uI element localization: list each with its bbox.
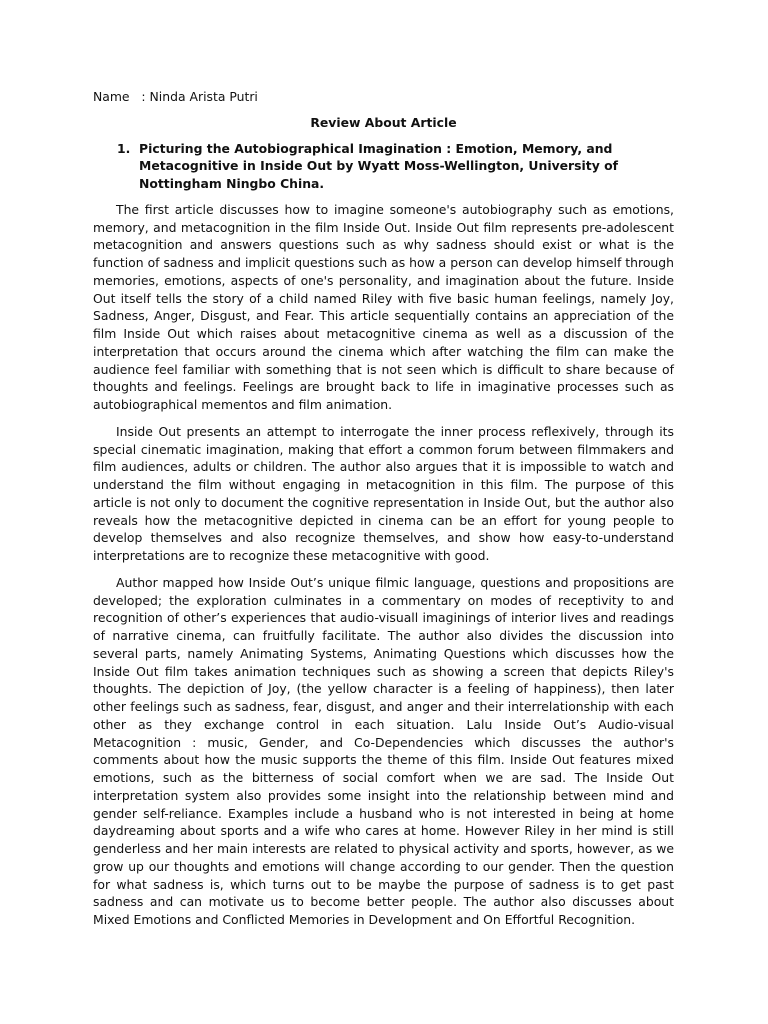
paragraph-3: Author mapped how Inside Out’s unique filmic language, questions and propositions are developed; the exploration culminates in a commentary on modes of receptivity to and recognition of other’s experiences that audio-visuall imaginings of interior lives and readings of narrative cinema, can fruitfully facilitate. The author also divides the discussion into several parts, namely Animating Systems, Animating Questions which discusses how the Inside Out film takes animation techniques such as showing a screen that depicts Riley's thoughts. The depiction of Joy, (the yellow character is a feeling of happiness), then later other feelings such as sadness, fear, disgust, and anger and their interrelationship with each other as they exchange control in each situation. Lalu Inside Out’s Audio-visual Metacognition : music, Gender, and Co-Dependencies which discusses the author's comments about how the music supports the theme of this film. Inside Out features mixed emotions, such as the bitterness of social comfort when we are sad. The Inside Out interpretation system also provides some insight into the relationship between mind and gender self-reliance. Examples include a husband who is not interested in being at home daydreaming about sports and a wife who cares at home. However Riley in her mind is still genderless and her main interests are related to physical activity and sports, however, as we grow up our thoughts and emotions will change according to our gender. Then the question for what sadness is, which turns out to be maybe the purpose of sadness is to get past sadness and can motivate us to become better people. The author also discusses about Mixed Emotions and Conflicted Memories in Development and On Effortful Recognition. — [93, 574, 674, 927]
article-title: Picturing the Autobiographical Imagination : Emotion, Memory, and Metacognitive in Inside Out by Wyatt Moss-Wellington, University of Nottingham Ningbo China. — [139, 140, 618, 191]
paragraph-1: The first article discusses how to imagine someone's autobiography such as emotions, memory, and metacognition in the film Inside Out. Inside Out film represents pre-adolescent metacognition and answers questions such as why sadness should exist or what is the function of sadness and implicit questions such as how a person can develop himself through memories, emotions, aspects of one's personality, and imagination about the future. Inside Out itself tells the story of a child named Riley with five basic human feelings, namely Joy, Sadness, Anger, Disgust, and Fear. This article sequentially contains an appreciation of the film Inside Out which raises about metacognitive cinema as well as a discussion of the interpretation that occurs around the cinema which after watching the film can make the audience feel familiar with something that is not seen which is difficult to share because of thoughts and feelings. Feelings are brought back to life in imaginative processes such as autobiographical mementos and film animation. — [93, 201, 674, 412]
name-separator: : — [141, 89, 146, 104]
article-number: 1. — [117, 140, 131, 156]
name-label: Name — [93, 89, 130, 104]
document-page — [93, 88, 674, 938]
document-title: Review About Article — [310, 114, 457, 130]
author-name-line — [93, 88, 674, 106]
paragraph-2: Inside Out presents an attempt to interrogate the inner process reflexively, through its special cinematic imagination, making that effort a common forum between filmmakers and film audiences, adults or children. The author also argues that it is impossible to watch and understand the film without engaging in metacognition in this film. The purpose of this article is not only to document the cognitive representation in Inside Out, but the author also reveals how the metacognitive depicted in cinema can be an effort for young people to develop themselves and also recognize themselves, and show how easy-to-understand interpretations are to recognize these metacognitive with good. — [93, 423, 674, 563]
name-value: Ninda Arista Putri — [149, 89, 258, 104]
article-heading — [93, 140, 674, 193]
